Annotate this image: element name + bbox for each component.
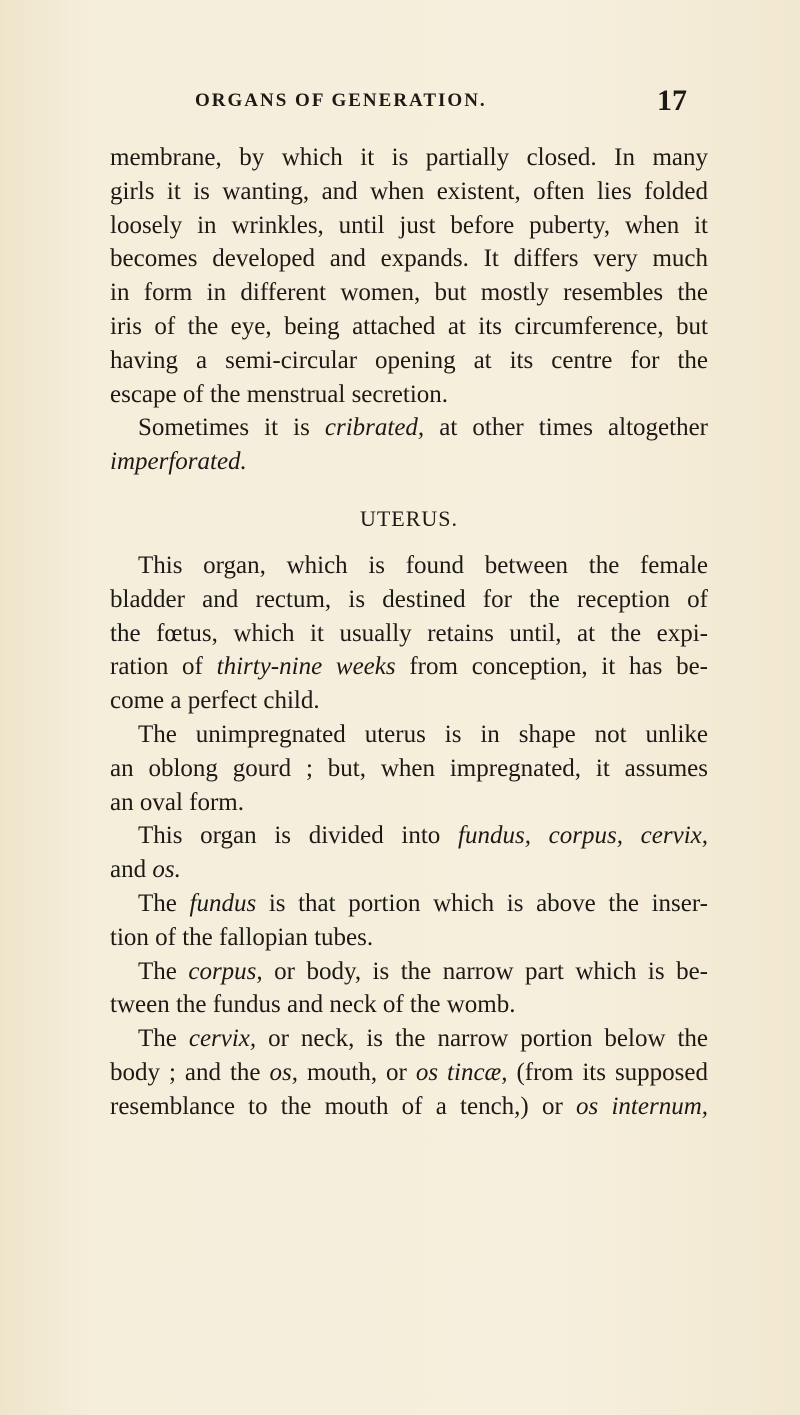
text-run: The bbox=[138, 889, 190, 917]
italic-term: os, bbox=[269, 1058, 298, 1086]
text-run: is that portion which is above the inser- bbox=[256, 889, 708, 917]
page-header bbox=[195, 84, 687, 124]
text-line: tween the fundus and neck of the womb. bbox=[110, 991, 516, 1019]
italic-term: imperforated. bbox=[110, 448, 247, 476]
paragraph-cervix bbox=[110, 1022, 708, 1123]
text-line: having a semi-circular opening at its centre for the bbox=[110, 346, 708, 374]
running-head: ORGANS OF GENERATION. bbox=[195, 90, 487, 111]
italic-term: corpus, bbox=[188, 957, 263, 985]
text-line bbox=[110, 1056, 708, 1090]
text-run: mouth, or bbox=[297, 1058, 416, 1086]
italic-term: fundus bbox=[189, 889, 257, 917]
text-line bbox=[110, 819, 708, 853]
text-line bbox=[110, 411, 708, 445]
text-line bbox=[110, 853, 708, 887]
paragraph-fundus bbox=[110, 887, 708, 955]
italic-term: os tincæ, bbox=[415, 1058, 508, 1086]
text-line bbox=[110, 955, 708, 989]
paragraph-hymen-description bbox=[110, 141, 708, 411]
italic-term: os internum, bbox=[576, 1092, 708, 1120]
text-run: ration of bbox=[110, 653, 217, 681]
paragraph-uterus-divisions bbox=[110, 819, 708, 887]
italic-term: cervix, bbox=[188, 1025, 257, 1053]
text-line: iris of the eye, being attached at its circumference, but bbox=[110, 312, 708, 340]
text-run: resemblance to the mouth of a tench,) or bbox=[110, 1092, 577, 1120]
text-run: or body, is the narrow part which is be- bbox=[262, 957, 709, 985]
text-line: bladder and rectum, is destined for the reception of bbox=[110, 585, 708, 613]
text-line: The unimpregnated uterus is in shape not unlike bbox=[138, 720, 708, 748]
text-line: escape of the menstrual secretion. bbox=[110, 380, 449, 408]
italic-term: cribrated, bbox=[324, 414, 425, 442]
text-line bbox=[110, 887, 708, 921]
text-line: becomes developed and expands. It differs very much bbox=[110, 245, 708, 273]
paragraph-corpus bbox=[110, 955, 708, 1023]
text-line: an oblong gourd ; but, when impregnated, it assumes bbox=[110, 754, 708, 782]
text-run: The bbox=[138, 1025, 189, 1053]
text-line: an oval form. bbox=[110, 788, 244, 816]
text-run: The bbox=[138, 957, 189, 985]
italic-term: thirty-nine weeks bbox=[216, 653, 396, 681]
italic-term: os. bbox=[152, 856, 181, 884]
text-line: loosely in wrinkles, until just before puberty, when it bbox=[110, 211, 708, 239]
text-line bbox=[110, 1090, 708, 1124]
text-line: tion of the fallopian tubes. bbox=[110, 923, 374, 951]
text-line bbox=[110, 1022, 708, 1056]
text-run: body ; and the bbox=[110, 1058, 270, 1086]
text-line: the fœtus, which it usually retains until, at the expi- bbox=[110, 619, 708, 647]
section-heading-uterus: UTERUS. bbox=[359, 505, 459, 531]
text-run: This organ is divided into bbox=[138, 822, 459, 850]
text-run: at other times altogether bbox=[424, 414, 708, 442]
text-run: from conception, it has be- bbox=[395, 653, 708, 681]
text-line: come a perfect child. bbox=[110, 687, 320, 715]
italic-term: fundus, corpus, cervix, bbox=[458, 822, 708, 850]
page-number: 17 bbox=[657, 84, 687, 117]
text-line: girls it is wanting, and when existent, often lies folded bbox=[110, 177, 708, 205]
paragraph-uterus-organ bbox=[110, 549, 708, 718]
paragraph-uterus-shape bbox=[110, 718, 708, 819]
text-run: Sometimes it is bbox=[138, 414, 325, 442]
text-run: (from its supposed bbox=[507, 1058, 708, 1086]
body-text bbox=[110, 141, 708, 1124]
text-line: membrane, by which it is partially closed. In many bbox=[110, 144, 708, 171]
text-line: in form in different women, but mostly resembles the bbox=[110, 279, 708, 307]
text-run: and bbox=[110, 856, 153, 884]
text-line: This organ, which is found between the female bbox=[138, 551, 708, 579]
text-run: or neck, is the narrow portion below the bbox=[256, 1025, 709, 1053]
text-line bbox=[110, 650, 708, 684]
paragraph-cribrated bbox=[110, 411, 708, 479]
text-line bbox=[110, 445, 708, 479]
